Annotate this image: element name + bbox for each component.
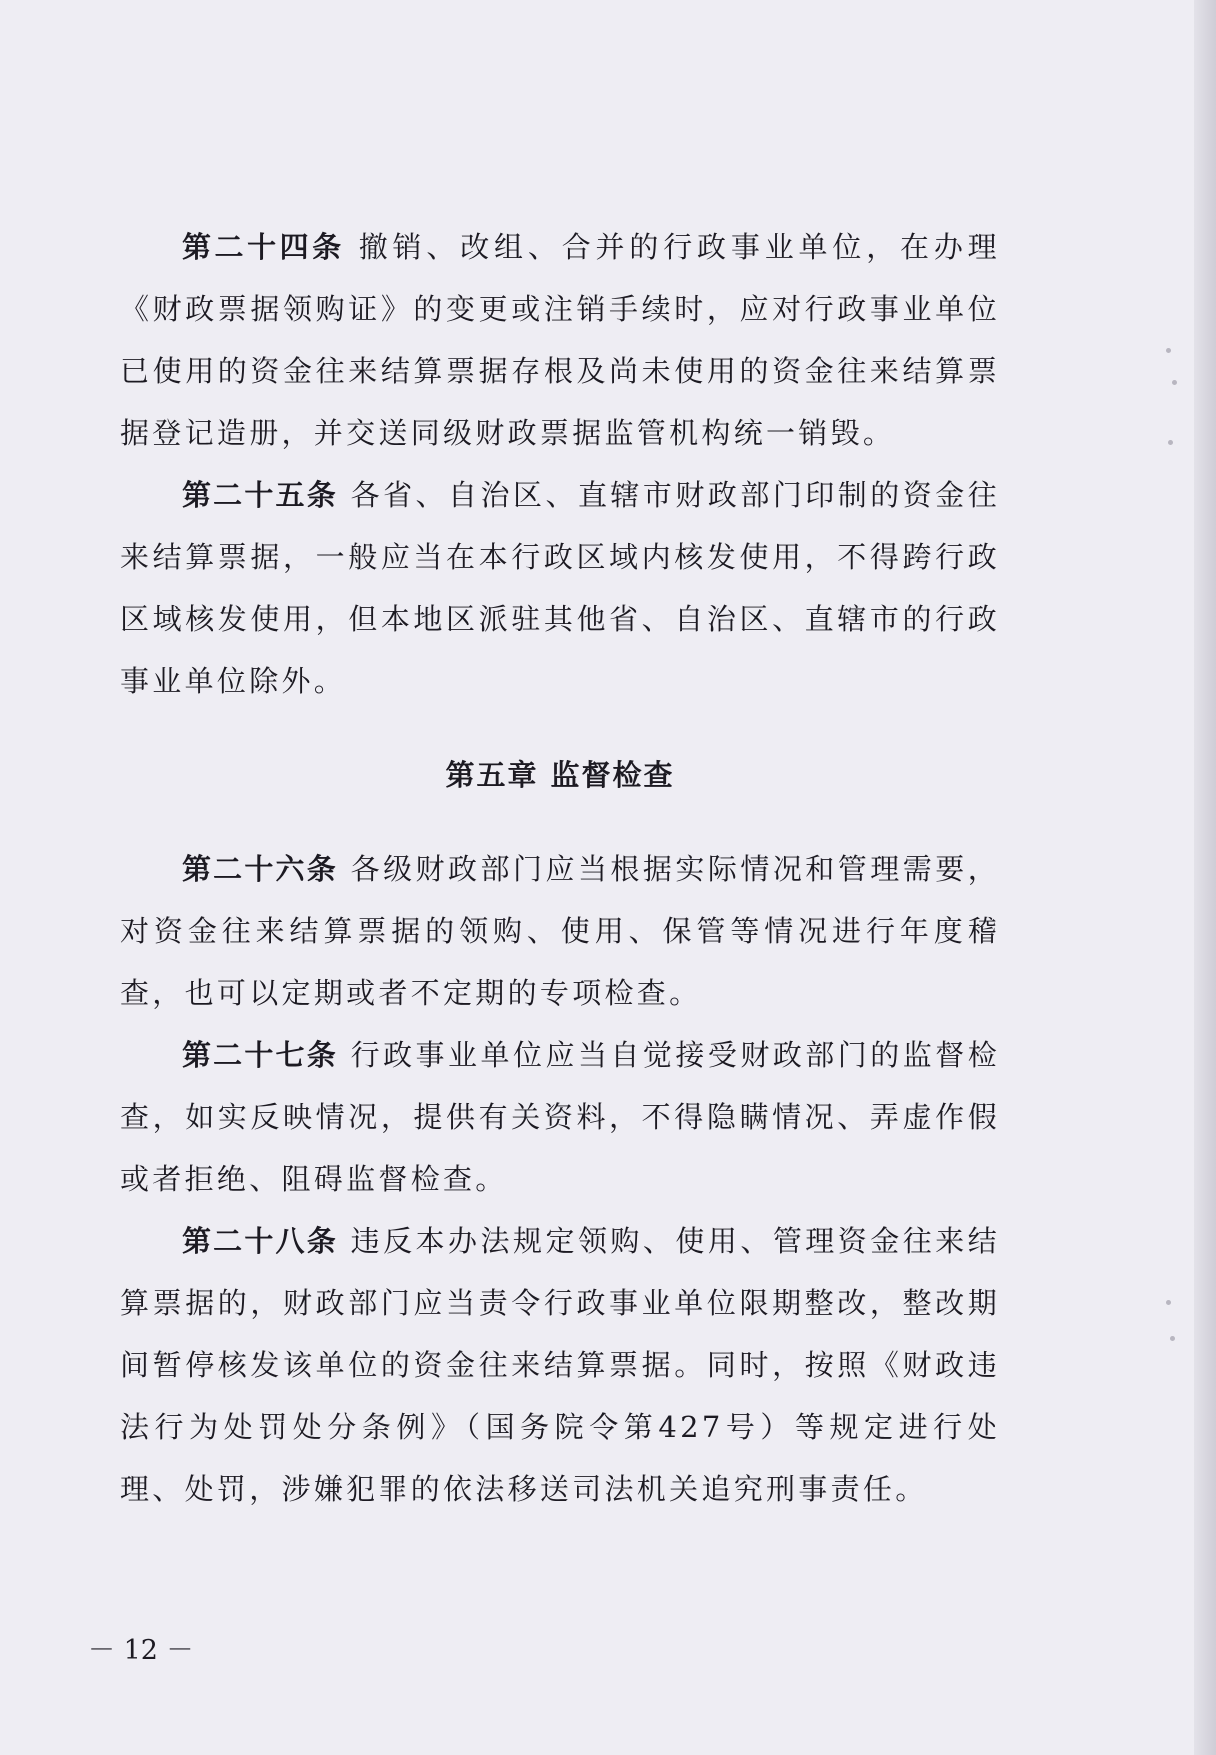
- article-text: 各省、自治区、直辖市财政部门印制的资金往来结算票据，一般应当在本行政区域内核发使用，不得跨行政区域核发使用，但本地区派驻其他省、自治区、直辖市的行政事业单位除外。: [120, 478, 1000, 698]
- binding-hole: [1172, 380, 1177, 385]
- article-label: 第二十四条: [182, 230, 345, 264]
- article-label: 第二十七条: [182, 1038, 338, 1072]
- article-label: 第二十八条: [182, 1224, 338, 1258]
- article-text: 行政事业单位应当自觉接受财政部门的监督检查，如实反映情况，提供有关资料，不得隐瞒情况、弄虚作假或者拒绝、阻碍监督检查。: [120, 1038, 1000, 1196]
- article-paragraph: [120, 464, 1000, 712]
- document-body: [120, 216, 1000, 1520]
- page-edge-shadow: [1194, 0, 1216, 1755]
- chapter-title: 第五章 监督检查: [445, 758, 675, 792]
- article-text: 撤销、改组、合并的行政事业单位，在办理《财政票据领购证》的变更或注销手续时，应对行政事业单位已使用的资金往来结算票据存根及尚未使用的资金往来结算票据登记造册，并交送同级财政票据监管机构统一销毁。: [120, 230, 1000, 450]
- article-paragraph: [120, 1024, 1000, 1210]
- binding-hole: [1166, 1300, 1171, 1305]
- binding-hole: [1166, 348, 1171, 353]
- binding-hole: [1168, 440, 1173, 445]
- article-label: 第二十五条: [182, 478, 338, 512]
- article-paragraph: [120, 216, 1000, 464]
- article-paragraph: [120, 1210, 1000, 1520]
- article-label: 第二十六条: [182, 852, 338, 886]
- binding-hole: [1170, 1336, 1175, 1341]
- article-text: 各级财政部门应当根据实际情况和管理需要，对资金往来结算票据的领购、使用、保管等情况进行年度稽查，也可以定期或者不定期的专项检查。: [120, 852, 1000, 1010]
- article-text: 违反本办法规定领购、使用、管理资金往来结算票据的，财政部门应当责令行政事业单位限期整改，整改期间暂停核发该单位的资金往来结算票据。同时，按照《财政违法行为处罚处分条例》（国务院令第427号）等规定进行处理、处罚，涉嫌犯罪的依法移送司法机关追究刑事责任。: [120, 1224, 1000, 1506]
- page-number: － 12 －: [88, 1635, 194, 1666]
- article-paragraph: [120, 838, 1000, 1024]
